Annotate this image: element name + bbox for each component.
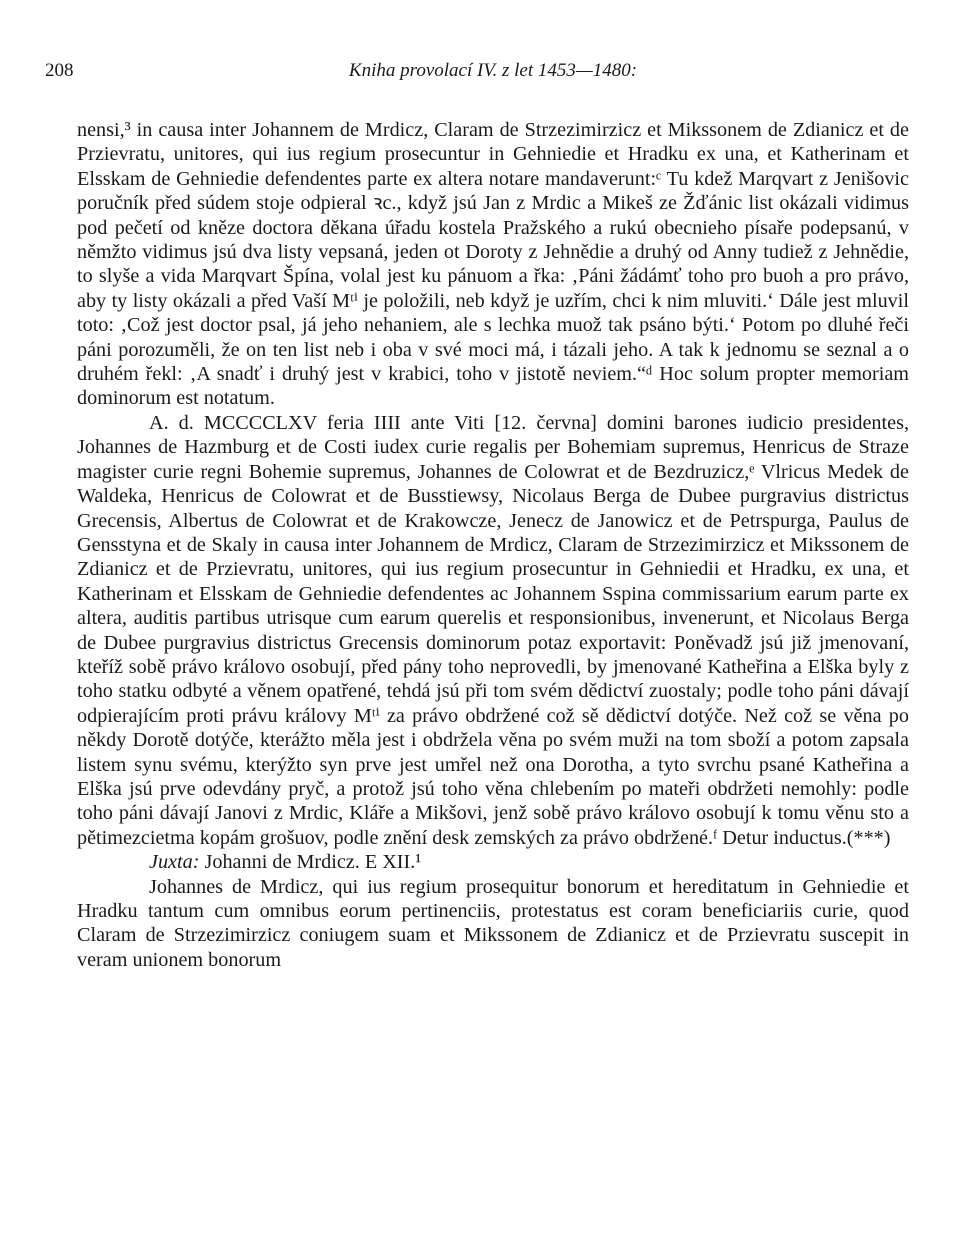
body-text — [77, 118, 909, 972]
juxta-line — [77, 850, 909, 874]
paragraph-continuation: nensi,³ in causa inter Johannem de Mrdicz, Claram de Strzezimirzicz et Mikssonem de Zdianicz et de Przievratu, unitores, qui ius regium prosecuntur in Gehniedie et Hradku ex una, et Katherinam et Elsskam de Gehniedie defendentes parte ex altera notare mandaverunt:ᶜ Tu kdež Marqvart z Jenišovic poručník před súdem stoje odpieral ꝛc., když jsú Jan z Mrdic a Mikeš ze Žďánic list okázali vidimus pod pečetí od kněze doctora děkana úřadu kostela Pražského a rukú obecnieho písaře podepsanú, v němžto vidimus jsú dva listy vepsaná, jeden ot Doroty z Jehnědie a druhý od Anny tudiež z Jehnědie, to slyše a vida Marqvart Špína, volal jest ku pánuom a řka: ‚Páni žádámť toho pro buoh a pro právo, aby ty listy okázali a před Vaší Mᵗⁱ je položili, neb když je uzřím, chci k nim mluviti.‘ Dále jest mluvil toto: ‚Což jest doctor psal, já jeho nehaniem, ale s lechka muož tak psáno býti.‘ Potom po dluhé řeči páni porozuměli, že on ten list neb i oba v své moci má, i tázali jeho. A tak k jednomu se seznal a o druhém řekl: ‚A snadť i druhý jest v krabici, toho v jistotě neviem.“ᵈ Hoc solum propter memoriam dominorum est notatum. — [77, 119, 909, 410]
running-title: Kniha provolací IV. z let 1453—1480: — [348, 60, 638, 81]
juxta-text: Johanni de Mrdicz. E XII.¹ — [199, 851, 422, 874]
running-head — [45, 60, 909, 86]
paragraph-verdict: A. d. MCCCCLXV feria IIII ante Viti [12. června] domini barones iudicio presidentes, Johannes de Hazmburg et de Costi iudex curie regalis per Bohemiam supremus, Henricus de Straze magister curie regni Bohemie supremus, Johannes de Colowrat et de Bezdruzicz,ᵉ Vlricus Medek de Waldeka, Henricus de Colowrat et de Busstiewsy, Nicolaus Berga de Dubee purgravius districtus Grecensis, Albertus de Colowrat et de Krakowcze, Jenecz de Janowicz et de Petrspurga, Paulus de Gensstyna et de Skaly in causa inter Johannem de Mrdicz, Claram de Strzezimirzicz et Mikssonem de Zdianicz et de Przievratu, unitores, qui ius regium prosecuntur in Gehniedii et Hradku, ex una, et Katherinam et Elsskam de Gehniedie defendentes ac Johannem Sspina commissarium earum parte ex altera, auditis partibus utrisque cum earum querelis et responsionibus, invenerunt, et Nicolaus Berga de Dubee purgravius districtus Grecensis dominorum potaz exportavit: Poněvadž jsú již jmenovaní, kteříž sobě právo královo osobují, před pány toho neprovedli, by jmenované Katheřina a Elška byly z toho statku odbyté a věnem opatřené, tehdá jsú při tom svém dědictví zuostaly; podle toho páni dávají odpierajícím proti právu královy Mᵗⁱ za právo obdržené což sě dědictví dotýče. Než což se věna po někdy Dorotě dotýče, kterážto měla jest i obdržela věna po svém muži na tom sboží a potom zapsala listem synu svému, kterýžto syn prve jest umřel než ona Dorotha, a tyto svrchu psané Katheřina a Elška jsú prve odevdány pryč, a protož jsú toho věna chlebením po mateři obdržeti nemohly: podle toho páni dávají Janovi z Mrdic, Kláře a Mikšovi, jenž sobě právo královo osobují k tomu věnu sto a pětimezcietma kopám grošuov, podle znění desk zemských za právo obdržené.ᶠ Detur inductus.(***) — [77, 411, 909, 849]
paragraph-protestation: Johannes de Mrdicz, qui ius regium prosequitur bonorum et hereditatum in Gehniedie et Hradku tantum cum omnibus eorum pertinenciis, protestatus est coram beneficiariis curie, quod Claram de Strzezimirzicz coniugem suam et Mikssonem de Zdianicz et de Przievratu suscepit in veram unionem bonorum — [77, 875, 909, 971]
page-number: 208 — [45, 60, 74, 81]
document-page — [45, 60, 909, 972]
juxta-label: Juxta: — [149, 851, 200, 874]
